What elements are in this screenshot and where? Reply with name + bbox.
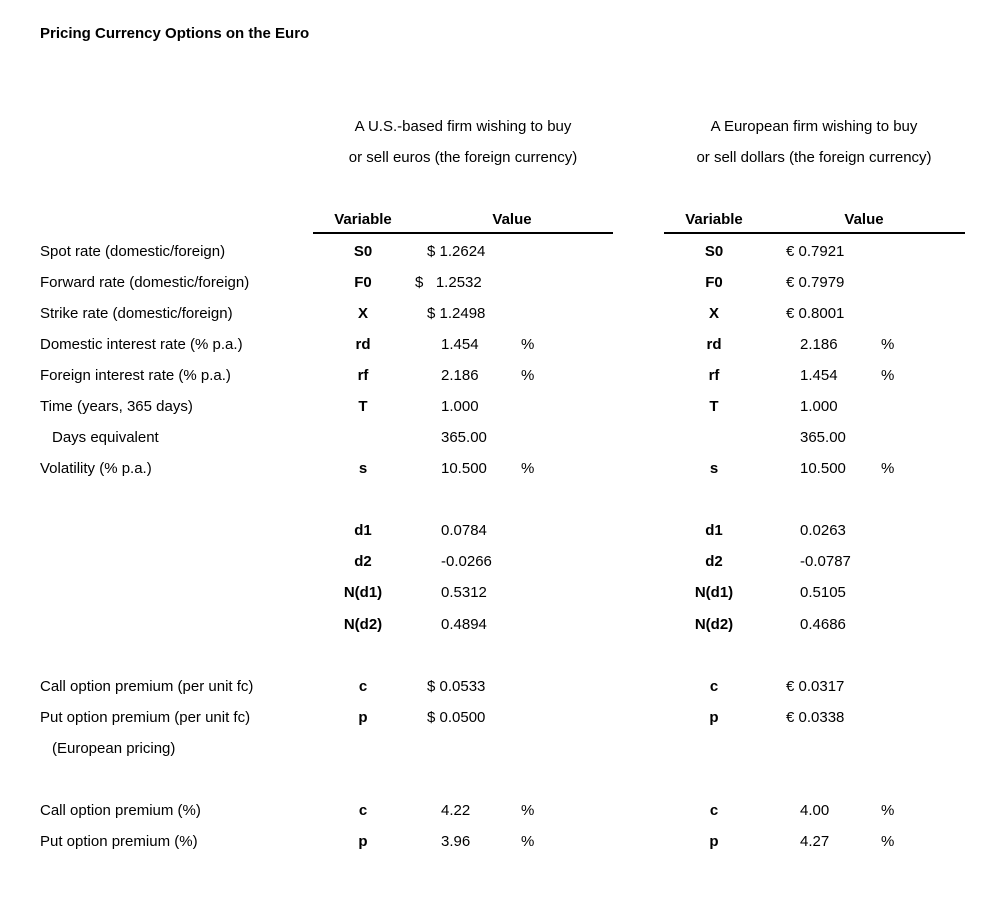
label-foreign-interest: Foreign interest rate (% p.a.) bbox=[40, 367, 231, 384]
us-value-cell: $ 1.2624 bbox=[427, 243, 486, 260]
eu-value-header: Value bbox=[844, 211, 884, 228]
eu-value-cell: € 0.7921 bbox=[786, 243, 845, 260]
label-days-equivalent: Days equivalent bbox=[52, 429, 159, 446]
us-value-cell: $ 0.0533 bbox=[427, 678, 486, 695]
eu-variable-cell: X bbox=[708, 305, 720, 322]
us-unit-cell: % bbox=[521, 336, 535, 353]
label-put-premium-pct: Put option premium (%) bbox=[40, 833, 198, 850]
us-variable-cell: N(d1) bbox=[343, 584, 383, 601]
us-variable-header: Variable bbox=[334, 211, 392, 228]
us-unit-cell: % bbox=[521, 460, 535, 477]
eu-heading-line2: or sell dollars (the foreign currency) bbox=[696, 149, 932, 166]
label-call-premium: Call option premium (per unit fc) bbox=[40, 678, 254, 695]
us-variable-cell: X bbox=[357, 305, 369, 322]
eu-header-rule bbox=[664, 232, 965, 234]
eu-value-cell: 10.500 bbox=[800, 460, 846, 477]
eu-variable-cell: p bbox=[709, 709, 719, 726]
page-title: Pricing Currency Options on the Euro bbox=[40, 25, 310, 42]
eu-value-cell: 2.186 bbox=[800, 336, 838, 353]
label-time: Time (years, 365 days) bbox=[40, 398, 193, 415]
us-variable-cell: s bbox=[358, 460, 368, 477]
eu-value-cell: -0.0787 bbox=[800, 553, 851, 570]
eu-variable-cell: d2 bbox=[705, 553, 723, 570]
eu-variable-header: Variable bbox=[685, 211, 743, 228]
us-value-cell: 2.186 bbox=[441, 367, 479, 384]
us-variable-cell: T bbox=[358, 398, 368, 415]
eu-value-cell: 0.5105 bbox=[800, 584, 846, 601]
us-value-cell: 3.96 bbox=[441, 833, 471, 850]
eu-value-cell: 0.0263 bbox=[800, 522, 846, 539]
us-variable-cell: p bbox=[358, 833, 368, 850]
us-header-rule bbox=[313, 232, 613, 234]
us-unit-cell: % bbox=[521, 833, 535, 850]
eu-value-cell: 4.00 bbox=[800, 802, 830, 819]
us-heading-line1: A U.S.-based firm wishing to buy bbox=[354, 118, 572, 135]
us-value-cell: $ 1.2498 bbox=[427, 305, 486, 322]
eu-variable-cell: F0 bbox=[705, 274, 723, 291]
eu-value-cell: 1.454 bbox=[800, 367, 838, 384]
us-value-cell: 10.500 bbox=[441, 460, 487, 477]
us-variable-cell: F0 bbox=[354, 274, 372, 291]
us-variable-cell: p bbox=[358, 709, 368, 726]
eu-unit-cell: % bbox=[881, 460, 895, 477]
us-heading-line2: or sell euros (the foreign currency) bbox=[348, 149, 578, 166]
eu-variable-cell: T bbox=[709, 398, 719, 415]
us-variable-cell: N(d2) bbox=[343, 616, 383, 633]
eu-variable-cell: N(d2) bbox=[694, 616, 734, 633]
eu-variable-cell: s bbox=[709, 460, 719, 477]
eu-variable-cell: S0 bbox=[704, 243, 724, 260]
label-forward-rate: Forward rate (domestic/foreign) bbox=[40, 274, 250, 291]
label-spot-rate: Spot rate (domestic/foreign) bbox=[40, 243, 226, 260]
eu-variable-cell: p bbox=[709, 833, 719, 850]
eu-unit-cell: % bbox=[881, 367, 895, 384]
label-domestic-interest: Domestic interest rate (% p.a.) bbox=[40, 336, 243, 353]
eu-variable-cell: c bbox=[709, 802, 719, 819]
us-value-cell: -0.0266 bbox=[441, 553, 492, 570]
us-value-header: Value bbox=[492, 211, 532, 228]
us-unit-cell: % bbox=[521, 802, 535, 819]
us-variable-cell: c bbox=[358, 678, 368, 695]
eu-value-cell: 1.000 bbox=[800, 398, 838, 415]
us-variable-cell: rf bbox=[357, 367, 369, 384]
label-put-premium: Put option premium (per unit fc) bbox=[40, 709, 251, 726]
us-variable-cell: d2 bbox=[354, 553, 372, 570]
us-variable-cell: S0 bbox=[353, 243, 373, 260]
eu-variable-cell: rd bbox=[706, 336, 722, 353]
eu-heading-line1: A European firm wishing to buy bbox=[710, 118, 918, 135]
eu-variable-cell: d1 bbox=[705, 522, 723, 539]
label-strike-rate: Strike rate (domestic/foreign) bbox=[40, 305, 233, 322]
us-value-cell: 1.454 bbox=[441, 336, 479, 353]
us-value-cell: 0.5312 bbox=[441, 584, 487, 601]
us-value-cell: 0.0784 bbox=[441, 522, 487, 539]
us-variable-cell: d1 bbox=[354, 522, 372, 539]
us-variable-cell: rd bbox=[355, 336, 371, 353]
us-variable-cell: c bbox=[358, 802, 368, 819]
label-european-pricing: (European pricing) bbox=[52, 740, 176, 757]
us-unit-cell: % bbox=[521, 367, 535, 384]
eu-value-cell: 365.00 bbox=[800, 429, 846, 446]
us-value-cell: $ 1.2532 bbox=[415, 274, 482, 291]
eu-variable-cell: N(d1) bbox=[694, 584, 734, 601]
eu-variable-cell: rf bbox=[708, 367, 720, 384]
us-value-cell: 1.000 bbox=[441, 398, 479, 415]
eu-value-cell: 0.4686 bbox=[800, 616, 846, 633]
us-value-cell: 365.00 bbox=[441, 429, 487, 446]
eu-value-cell: € 0.0338 bbox=[786, 709, 845, 726]
eu-unit-cell: % bbox=[881, 833, 895, 850]
eu-value-cell: € 0.0317 bbox=[786, 678, 845, 695]
eu-unit-cell: % bbox=[881, 802, 895, 819]
us-value-cell: 0.4894 bbox=[441, 616, 487, 633]
eu-value-cell: € 0.7979 bbox=[786, 274, 845, 291]
eu-value-cell: € 0.8001 bbox=[786, 305, 845, 322]
us-value-cell: $ 0.0500 bbox=[427, 709, 486, 726]
eu-variable-cell: c bbox=[709, 678, 719, 695]
eu-unit-cell: % bbox=[881, 336, 895, 353]
label-call-premium-pct: Call option premium (%) bbox=[40, 802, 201, 819]
us-value-cell: 4.22 bbox=[441, 802, 471, 819]
eu-value-cell: 4.27 bbox=[800, 833, 830, 850]
label-volatility: Volatility (% p.a.) bbox=[40, 460, 152, 477]
